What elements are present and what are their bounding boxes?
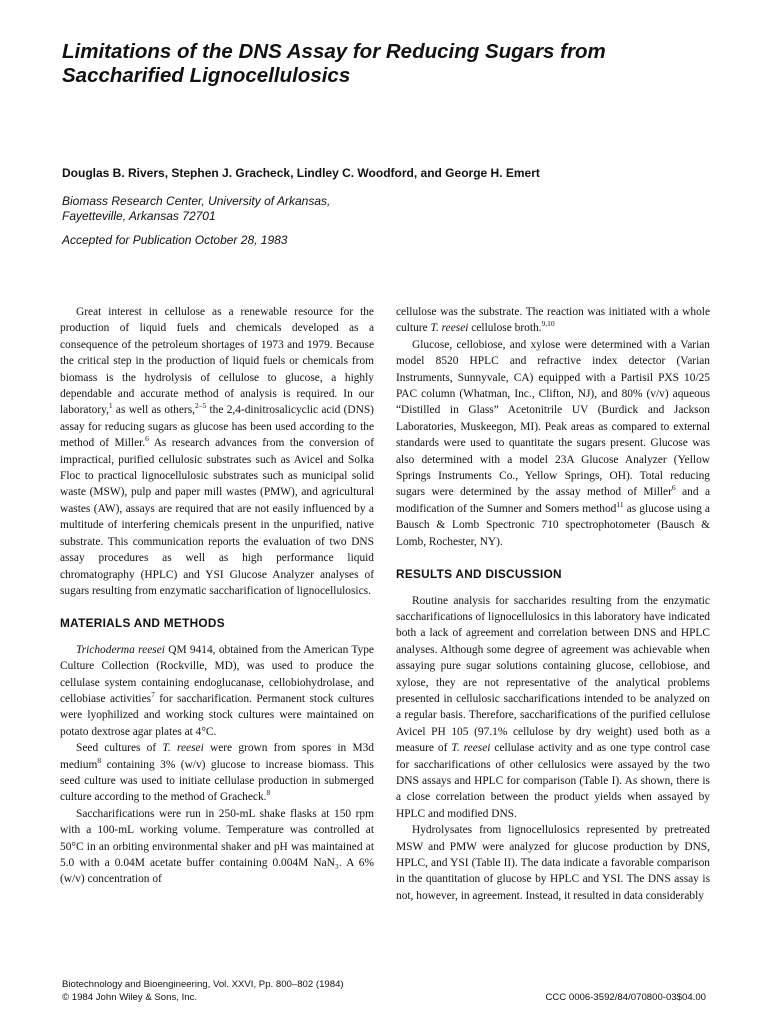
methods-heading: MATERIALS AND METHODS — [60, 616, 225, 631]
methods-paragraph-5: Glucose, cellobiose, and xylose were determined with a Varian model 8520 HPLC and refractive index detector (Varian Instruments, Sunnyvale, CA) equipped with a Partisil PXS 10/25 PAC column (Whatman, Inc., Clifton, NJ), and 80% (v/v) aqueous “Distilled in Glass” Acetonitrile UV (Burdick and Jackson Laboratories, Muskeegon, MI). Peak areas as compared to external standards were used to quantitate the sugars present. Glucose was also determined with a model 23A Glucose Analyzer (Yellow Springs Instruments Co., Yellow Springs, OH). Total reducing sugars were determined by the assay method of Miller$^6$ and a modification of the Sumner and Somers method$^{11}$ as glucose using a Bausch & Lomb Spectronic 710 spectrophotometer (Bausch & Lomb, Rochester, NY). — [396, 338, 711, 548]
right-column — [396, 304, 710, 904]
ccc-code: CCC 0006-3592/84/070800-03$04.00 — [545, 992, 706, 1003]
journal-citation: Biotechnology and Bioengineering, Vol. XXVI, Pp. 800–802 (1984) — [62, 979, 344, 990]
results-paragraph-1: Routine analysis for saccharides resulting from the enzymatic saccharifications of lignocellulosics in this laboratory have indicated both a lack of agreement and correlation between DNS and HPLC analyses. Although some degree of agreement was achievable when assaying pure sugar solutions containing glucose, cellobiose, and xylose, they are not representative of the analytical problems presented in cellulosic saccharifications intended to be analyzed on a regular basis. Therefore, saccharifications of the purified cellulose Avicel PH 105 (97.1% cellulose by dry weight) used both as a measure of T. reesei cellulase activity and as one type control case for saccharifications of other cellulosics were assayed by the two DNS assays and HPLC for comparison (Table I). As shown, there is a close correlation between the product yields when assayed by HPLC and modified DNS. — [396, 594, 710, 820]
author-list: Douglas B. Rivers, Stephen J. Gracheck, Lindley C. Woodford, and George H. Emert — [62, 166, 540, 180]
methods-paragraph-3: Saccharifications were run in 250-mL shake flasks at 150 rpm with a 100-mL working volume. Temperature was controlled at 50°C in an orbiting environmental shaker and pH was maintained at 5.0 with a 0.04M acetate buffer containing 0.004M NaN₃. A 6% (w/v) concentration of — [60, 807, 374, 886]
results-heading: RESULTS AND DISCUSSION — [396, 567, 562, 582]
methods-paragraph-4: cellulose was the substrate. The reaction was initiated with a whole culture T. reesei cellulose broth.$^{9,10}$ — [396, 306, 710, 335]
affiliation-line-1: Biomass Research Center, University of Arkansas, — [62, 194, 331, 208]
results-paragraph-2: Hydrolysates from lignocellulosics represented by pretreated MSW and PMW were analyzed for glucose production by DNS, HPLC, and YSI (Table II). The data indicate a favorable comparison in the quantitation of glucose by HPLC and YSI. The DNS assay is not, however, in agreement. Instead, it resulted in data considerably — [396, 824, 710, 902]
affiliation-line-2: Fayetteville, Arkansas 72701 — [62, 208, 216, 223]
methods-paragraph-1: Trichoderma reesei QM 9414, obtained from the American Type Culture Collection (Rockville, MD), was used to produce the cellulase system containing endoglucanase, cellobiohydrolase, and cellobiase activities$^7$ for saccharification. Permanent stock cultures were lyophilized and working stock cultures were maintained on potato dextrose agar plates at 4°C. — [60, 643, 374, 738]
affiliation — [62, 194, 662, 223]
intro-paragraph: Great interest in cellulose as a renewable resource for the production of liquid fuels and chemicals developed as a consequence of the petroleum shortages of 1973 and 1979. Because the critical step in the production of liquid fuels or chemicals from biomass is the hydrolysis of cellulose to glucose, a highly dependable and accurate method of analysis is required. In our laboratory,$^1$ as well as others,$^{2-5}$ the 2,4-dinitrosalicyclic acid (DNS) assay for reducing sugars as glucose has been used according to the method of Miller.$^6$ As research advances from the conversion of impractical, purified cellulosic substrates such as Avicel and Solka Floc to practical lignocellulosic substrates such as municipal solid waste (MSW), pulp and paper mill wastes (PMW), and agricultural wastes (AW), assays are required that are not easily influenced by a multitude of interfering chemicals present in the unpurified, native substrate. This communication reports the evaluation of two DNS assay procedures as well as high performance liquid chromatography (HPLC) and YSI Glucose Analyzer analyses of sugars resulting from enzymatic saccharification of lignocellulosics. — [60, 306, 375, 597]
accepted-date: Accepted for Publication October 28, 1983 — [62, 233, 288, 247]
methods-paragraph-2: Seed cultures of T. reesei were grown from spores in M3d medium$^8$ containing 3% (w/v) glucose to increase biomass. This seed culture was used to initiate cellulase production in submerged culture according to the method of Gracheck.$^8$ — [60, 742, 374, 804]
journal-footer — [62, 978, 344, 1004]
copyright-notice: © 1984 John Wiley & Sons, Inc. — [62, 992, 198, 1003]
article-title: Limitations of the DNS Assay for Reducing Sugars from Saccharified Lignocellulosics — [62, 40, 606, 87]
left-column — [60, 304, 374, 888]
